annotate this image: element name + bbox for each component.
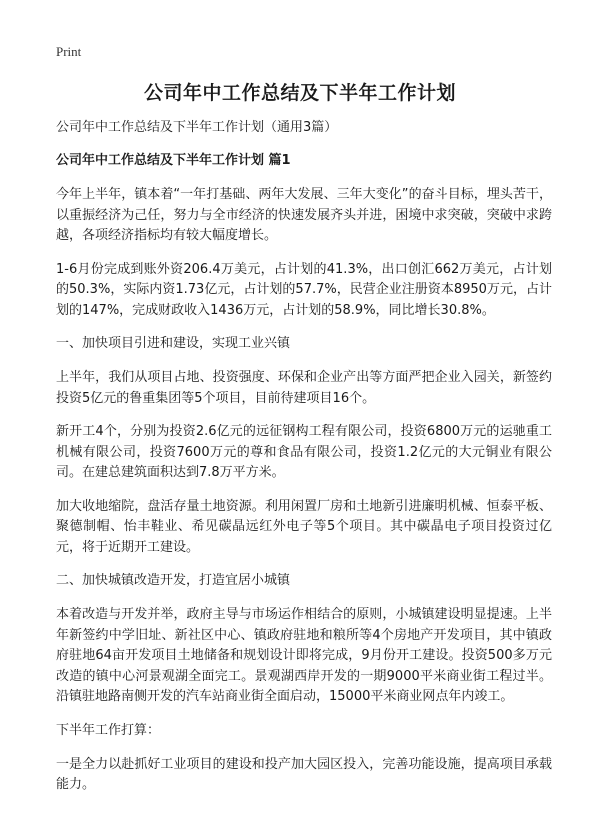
heading-industry: 一、加快项目引进和建设，实现工业兴镇 <box>56 336 291 351</box>
document-subtitle: 公司年中工作总结及下半年工作计划（通用3篇） <box>56 120 338 135</box>
print-link[interactable]: Print <box>56 44 82 59</box>
paragraph-urban-development: 本着改造与开发并举，政府主导与市场运作相结合的原则，小城镇建设明显提速。上半年新签约中学旧址、新社区中心、镇政府驻地和粮所等4个房地产开发项目，其中镇政府驻地64亩开发项目土地储备和规划设计即将完成，9月份开工建设。投资500多万元改造的镇中心河景观湖全面完工。景观湖西岸开发的一期9000平米商业街工程过半。沿镇驻地路南侧开发的汽车站商业街全面启动，15000平米商业网点年内竣工。 <box>56 607 552 704</box>
paragraph-projects-signed: 上半年，我们从项目占地、投资强度、环保和企业产出等方面严把企业入园关，新签约投资5亿元的鲁重集团等5个项目，目前待建项目16个。 <box>56 370 552 406</box>
paragraph-plan-item-1: 一是全力以赴抓好工业项目的建设和投产加大园区投入，完善功能设施，提高项目承载能力。 <box>56 756 552 792</box>
heading-second-half-plan: 下半年工作打算： <box>56 722 161 738</box>
section-title: 公司年中工作总结及下半年工作计划 篇1 <box>56 153 291 168</box>
paragraph-land-resources: 加大收地缩院，盘活存量土地资源。利用闲置厂房和土地新引进廉明机械、恒泰平板、聚德制帽、怡丰鞋业、希见碳晶远红外电子等5个项目。其中碳晶电子项目投资过亿元，将于近期开工建设。 <box>56 498 552 555</box>
heading-urban-renewal: 二、加快城镇改造开发，打造宜居小城镇 <box>56 573 291 588</box>
paragraph-new-construction: 新开工4个，分别为投资2.6亿元的远征钢构工程有限公司，投资6800万元的运驰重工机械有限公司，投资7600万元的尊和食品有限公司，投资1.2亿元的大元铜业有限公司。在建总建筑面积达到7.8万平方米。 <box>56 424 552 480</box>
document-title: 公司年中工作总结及下半年工作计划 <box>143 82 456 104</box>
document-body <box>56 118 552 809</box>
paragraph-intro: 今年上半年，镇本着“一年打基础、两年大发展、三年大变化”的奋斗目标，埋头苦干，以重振经济为己任，努力与全市经济的快速发展齐头并进，困境中求突破，突破中求跨越，各项经济指标均有较大幅度增长。 <box>56 187 552 243</box>
paragraph-statistics: 1-6月份完成到账外资206.4万美元，占计划的41.3%，出口创汇662万美元，占计划的50.3%，实际内资1.73亿元，占计划的57.7%，民营企业注册资本8950万元，占计划的147%，完成财政收入1436万元，占计划的58.9%，同比增长30.8%。 <box>56 261 552 318</box>
